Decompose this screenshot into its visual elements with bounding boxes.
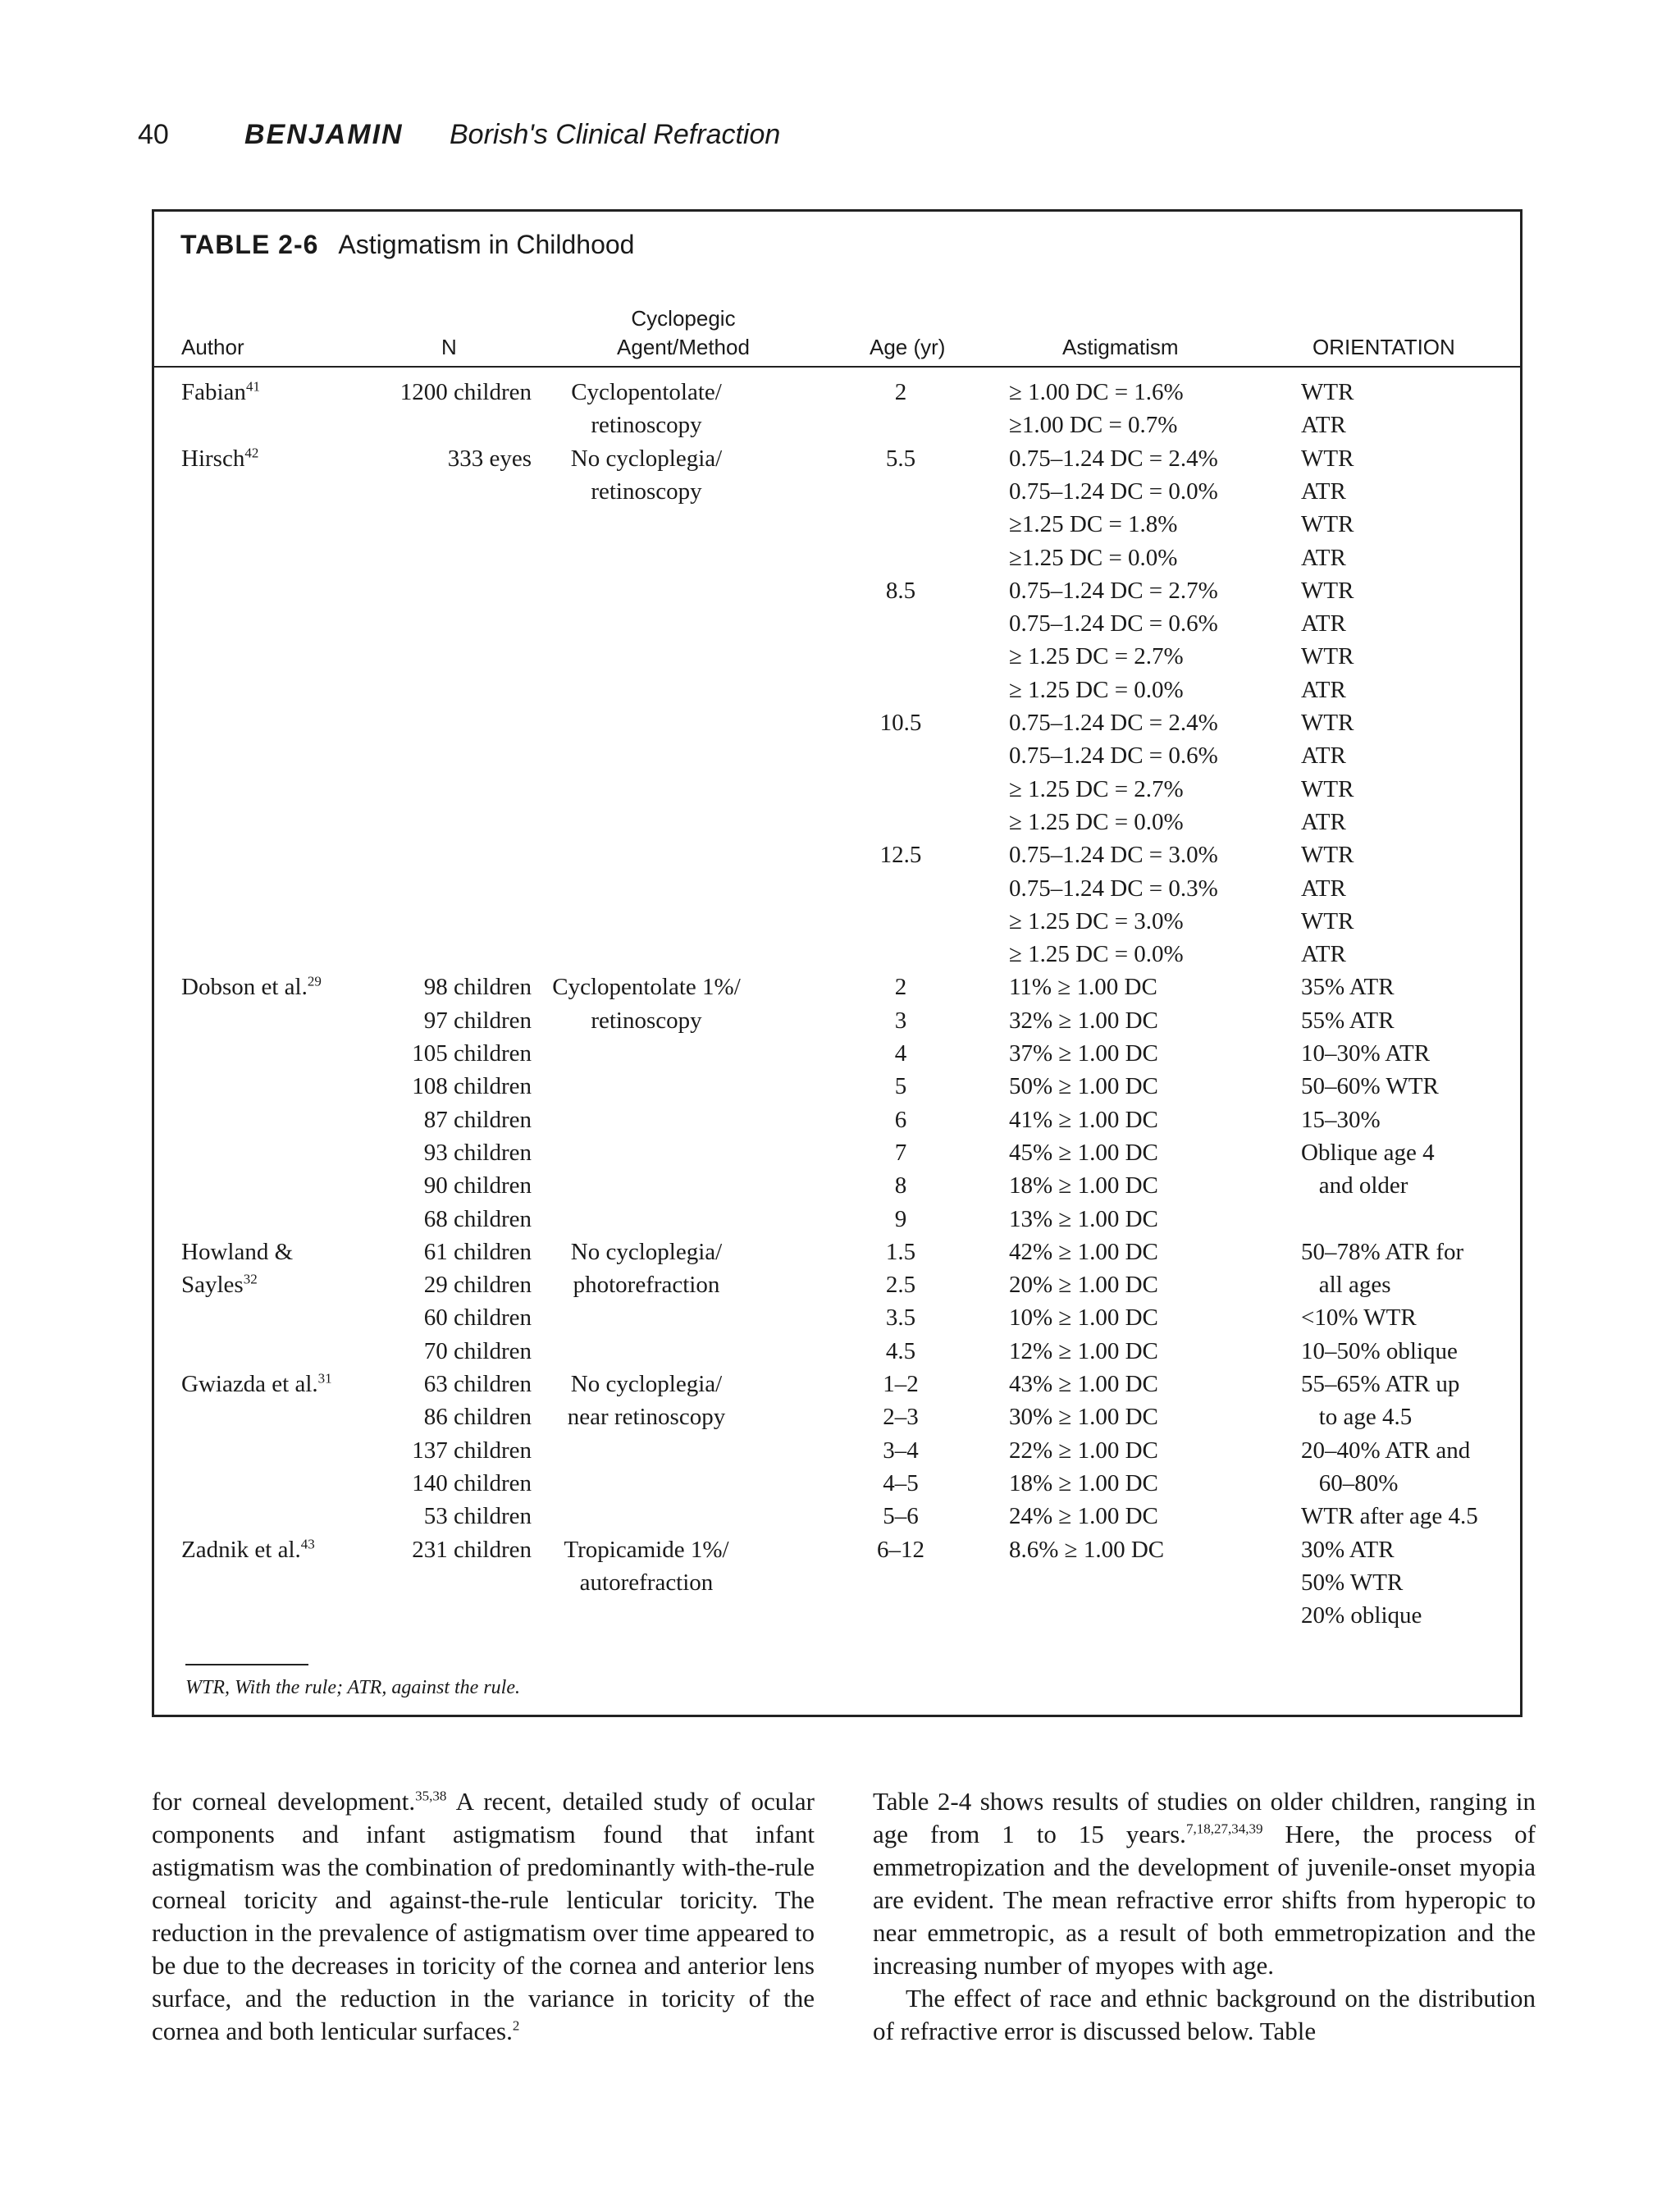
orientation-cell: WTR <box>1301 643 1354 669</box>
reference-superscript: 31 <box>317 1370 332 1387</box>
orientation-cell: 55% ATR <box>1301 1007 1395 1034</box>
astigmatism-cell: 50% ≥ 1.00 DC <box>1009 1073 1158 1099</box>
orientation-cell: 60–80% <box>1301 1470 1399 1496</box>
orientation-cell: ATR <box>1301 412 1346 438</box>
orientation-cell: 55–65% ATR up <box>1301 1371 1460 1397</box>
age-cell: 4.5 <box>885 1338 916 1364</box>
orientation-cell: ATR <box>1301 677 1346 703</box>
age-cell: 3.5 <box>885 1304 916 1331</box>
astigmatism-cell: 0.75–1.24 DC = 2.4% <box>1009 710 1218 736</box>
orientation-cell: WTR after age 4.5 <box>1301 1503 1478 1529</box>
age-cell: 2 <box>894 379 907 405</box>
orientation-cell: ATR <box>1301 478 1346 505</box>
astigmatism-cell: 24% ≥ 1.00 DC <box>1009 1503 1158 1529</box>
orientation-cell: 20–40% ATR and <box>1301 1437 1471 1464</box>
author-cell: Hirsch$^{42}$ <box>181 445 259 472</box>
astigmatism-cell: 42% ≥ 1.00 DC <box>1009 1239 1158 1265</box>
orientation-cell: ATR <box>1301 742 1346 769</box>
orientation-cell: 15–30% <box>1301 1107 1381 1133</box>
age-cell: 5.5 <box>885 445 916 472</box>
age-cell: 1–2 <box>883 1371 919 1397</box>
astigmatism-cell: ≥ 1.00 DC = 1.6% <box>1009 379 1184 405</box>
astigmatism-cell: ≥1.25 DC = 1.8% <box>1009 511 1178 537</box>
astigmatism-cell: ≥ 1.25 DC = 2.7% <box>1009 776 1184 802</box>
orientation-cell: <10% WTR <box>1301 1304 1417 1331</box>
astigmatism-cell: ≥1.25 DC = 0.0% <box>1009 545 1178 571</box>
agent-cell: No cycloplegia/ <box>570 1239 723 1265</box>
n-cell: 1200 children <box>399 379 532 405</box>
footnote-rule <box>185 1664 308 1665</box>
n-cell: 97 children <box>423 1007 532 1034</box>
n-cell: 60 children <box>423 1304 532 1331</box>
reference-superscript: 43 <box>300 1536 315 1552</box>
astigmatism-cell: 20% ≥ 1.00 DC <box>1009 1272 1158 1298</box>
n-cell: 231 children <box>412 1537 532 1563</box>
agent-cell: No cycloplegia/ <box>570 445 723 472</box>
body-column-right <box>873 1785 1536 2048</box>
age-cell: 1.5 <box>885 1239 916 1265</box>
reference-superscript: 41 <box>245 378 260 395</box>
table-footnote: WTR, With the rule; ATR, against the rule. <box>185 1677 520 1698</box>
orientation-cell: and older <box>1301 1172 1408 1199</box>
orientation-cell: ATR <box>1301 809 1346 835</box>
author-cell: Zadnik et al.$^{43}$ <box>181 1536 315 1563</box>
n-cell: 98 children <box>423 974 532 1000</box>
age-cell: 4–5 <box>883 1470 919 1496</box>
age-cell: 9 <box>894 1206 907 1232</box>
agent-cell: near retinoscopy <box>567 1404 726 1430</box>
orientation-cell: WTR <box>1301 842 1354 868</box>
orientation-cell: ATR <box>1301 941 1346 967</box>
reference-superscript: 29 <box>307 973 322 989</box>
astigmatism-cell: 0.75–1.24 DC = 2.4% <box>1009 445 1218 472</box>
astigmatism-cell: 0.75–1.24 DC = 0.0% <box>1009 478 1218 505</box>
orientation-cell: 50–78% ATR for <box>1301 1239 1464 1265</box>
astigmatism-cell: 0.75–1.24 DC = 0.3% <box>1009 875 1218 902</box>
orientation-cell: WTR <box>1301 379 1354 405</box>
n-cell: 137 children <box>412 1437 532 1464</box>
page-number: 40 <box>138 119 169 150</box>
table-caption: Astigmatism in Childhood <box>338 230 635 259</box>
agent-cell: Tropicamide 1%/ <box>564 1537 729 1563</box>
table-label: TABLE 2-6 <box>180 230 319 259</box>
astigmatism-cell: 8.6% ≥ 1.00 DC <box>1009 1537 1165 1563</box>
astigmatism-cell: ≥ 1.25 DC = 2.7% <box>1009 643 1184 669</box>
header-rule <box>154 366 1520 368</box>
orientation-cell: WTR <box>1301 776 1354 802</box>
agent-cell: No cycloplegia/ <box>570 1371 723 1397</box>
n-cell: 86 children <box>423 1404 532 1430</box>
astigmatism-cell: 10% ≥ 1.00 DC <box>1009 1304 1158 1331</box>
age-cell: 2.5 <box>885 1272 916 1298</box>
age-cell: 7 <box>894 1140 907 1166</box>
astigmatism-cell: ≥ 1.25 DC = 0.0% <box>1009 941 1184 967</box>
agent-cell: retinoscopy <box>591 412 702 438</box>
orientation-cell: all ages <box>1301 1272 1391 1298</box>
astigmatism-cell: 32% ≥ 1.00 DC <box>1009 1007 1158 1034</box>
orientation-cell: 50% WTR <box>1301 1569 1404 1596</box>
header-n: N <box>441 335 457 359</box>
astigmatism-cell: 0.75–1.24 DC = 3.0% <box>1009 842 1218 868</box>
age-cell: 10.5 <box>879 710 922 736</box>
orientation-cell: 10–50% oblique <box>1301 1338 1458 1364</box>
header-agent-line2: Agent/Method <box>617 335 750 359</box>
age-cell: 2–3 <box>883 1404 919 1430</box>
orientation-cell: Oblique age 4 <box>1301 1140 1435 1166</box>
age-cell: 3 <box>894 1007 907 1034</box>
paragraph: for corneal development.$^{35,38}$ A recent, detailed study of ocular components and infant astigmatism found that infant astigmatism was the combination of predominantly with-the-rule corneal toricity and against-the-rule lenticular toricity. The reduction in the prevalence of astigmatism over time appeared to be due to the decreases in toricity of the cornea and anterior lens surface, and the reduction in the variance in toricity of the cornea and both lenticular surfaces.$^2$ <box>152 1787 815 2045</box>
header-agent-line1: Cyclopegic <box>631 306 736 331</box>
age-cell: 6–12 <box>877 1537 924 1563</box>
orientation-cell: WTR <box>1301 908 1354 934</box>
orientation-cell: to age 4.5 <box>1301 1404 1413 1430</box>
astigmatism-cell: 22% ≥ 1.00 DC <box>1009 1437 1158 1464</box>
agent-cell: photorefraction <box>573 1272 720 1298</box>
agent-cell: retinoscopy <box>591 478 702 505</box>
author-cell: Sayles$^{32}$ <box>181 1271 258 1298</box>
age-cell: 5 <box>894 1073 907 1099</box>
age-cell: 5–6 <box>883 1503 919 1529</box>
astigmatism-cell: 11% ≥ 1.00 DC <box>1009 974 1157 1000</box>
header-author: Author <box>181 335 244 359</box>
orientation-cell: WTR <box>1301 511 1354 537</box>
n-cell: 90 children <box>423 1172 532 1199</box>
astigmatism-cell: ≥ 1.25 DC = 0.0% <box>1009 677 1184 703</box>
n-cell: 333 eyes <box>447 445 532 472</box>
age-cell: 12.5 <box>879 842 922 868</box>
astigmatism-cell: 43% ≥ 1.00 DC <box>1009 1371 1158 1397</box>
n-cell: 70 children <box>423 1338 532 1364</box>
orientation-cell: 50–60% WTR <box>1301 1073 1439 1099</box>
agent-cell: retinoscopy <box>591 1007 702 1034</box>
author-cell: Howland & <box>181 1239 294 1265</box>
astigmatism-cell: 45% ≥ 1.00 DC <box>1009 1140 1158 1166</box>
n-cell: 53 children <box>423 1503 532 1529</box>
age-cell: 4 <box>894 1040 907 1067</box>
author-cell: Dobson et al.$^{29}$ <box>181 973 322 1000</box>
orientation-cell: 30% ATR <box>1301 1537 1395 1563</box>
author-cell: Gwiazda et al.$^{31}$ <box>181 1370 332 1397</box>
n-cell: 63 children <box>423 1371 532 1397</box>
agent-cell: Cyclopentolate 1%/ <box>552 974 741 1000</box>
author-cell: Fabian$^{41}$ <box>181 378 260 405</box>
n-cell: 29 children <box>423 1272 532 1298</box>
astigmatism-cell: 0.75–1.24 DC = 0.6% <box>1009 610 1218 637</box>
orientation-cell: WTR <box>1301 710 1354 736</box>
astigmatism-cell: 37% ≥ 1.00 DC <box>1009 1040 1158 1067</box>
orientation-cell: 35% ATR <box>1301 974 1395 1000</box>
reference-superscript: 42 <box>244 445 259 461</box>
astigmatism-cell: ≥1.00 DC = 0.7% <box>1009 412 1178 438</box>
orientation-cell: ATR <box>1301 545 1346 571</box>
astigmatism-cell: 13% ≥ 1.00 DC <box>1009 1206 1158 1232</box>
orientation-cell: WTR <box>1301 578 1354 604</box>
agent-cell: autorefraction <box>579 1569 714 1596</box>
age-cell: 3–4 <box>883 1437 919 1464</box>
table-2-6 <box>152 209 1522 1717</box>
running-head-book-title: Borish's Clinical Refraction <box>450 119 781 150</box>
n-cell: 93 children <box>423 1140 532 1166</box>
paragraph: Table 2-4 shows results of studies on older children, ranging in age from 1 to 15 years.$^{7,18,27,34,39}$ Here, the process of emmetropization and the development of juvenile-onset myopia are evident. The mean refractive error shifts from hyperopic to near emmetropic, as a result of both emmetropization and the increasing number of myopes with age. <box>873 1787 1536 1980</box>
reference-superscript: 32 <box>243 1271 258 1287</box>
header-astigmatism: Astigmatism <box>1062 335 1179 359</box>
agent-cell: Cyclopentolate/ <box>571 379 722 405</box>
astigmatism-cell: 18% ≥ 1.00 DC <box>1009 1172 1158 1199</box>
paragraph: The effect of race and ethnic background on the distribution of refractive error is discussed below. Table <box>873 1984 1536 2045</box>
astigmatism-cell: ≥ 1.25 DC = 0.0% <box>1009 809 1184 835</box>
n-cell: 108 children <box>412 1073 532 1099</box>
age-cell: 2 <box>894 974 907 1000</box>
n-cell: 68 children <box>423 1206 532 1232</box>
astigmatism-cell: 41% ≥ 1.00 DC <box>1009 1107 1158 1133</box>
astigmatism-cell: 30% ≥ 1.00 DC <box>1009 1404 1158 1430</box>
n-cell: 140 children <box>412 1470 532 1496</box>
astigmatism-cell: 18% ≥ 1.00 DC <box>1009 1470 1158 1496</box>
age-cell: 8.5 <box>885 578 916 604</box>
orientation-cell: 20% oblique <box>1301 1602 1422 1629</box>
astigmatism-cell: 0.75–1.24 DC = 0.6% <box>1009 742 1218 769</box>
orientation-cell: 10–30% ATR <box>1301 1040 1431 1067</box>
header-age: Age (yr) <box>870 335 946 359</box>
age-cell: 6 <box>894 1107 907 1133</box>
astigmatism-cell: 12% ≥ 1.00 DC <box>1009 1338 1158 1364</box>
orientation-cell: WTR <box>1301 445 1354 472</box>
n-cell: 61 children <box>423 1239 532 1265</box>
orientation-cell: ATR <box>1301 610 1346 637</box>
n-cell: 87 children <box>423 1107 532 1133</box>
astigmatism-cell: 0.75–1.24 DC = 2.7% <box>1009 578 1218 604</box>
body-column-left <box>152 1785 815 2048</box>
running-head-author: BENJAMIN <box>244 119 404 150</box>
age-cell: 8 <box>894 1172 907 1199</box>
n-cell: 105 children <box>412 1040 532 1067</box>
table-title <box>180 230 634 260</box>
header-orientation: ORIENTATION <box>1312 335 1455 359</box>
astigmatism-cell: ≥ 1.25 DC = 3.0% <box>1009 908 1184 934</box>
orientation-cell: ATR <box>1301 875 1346 902</box>
